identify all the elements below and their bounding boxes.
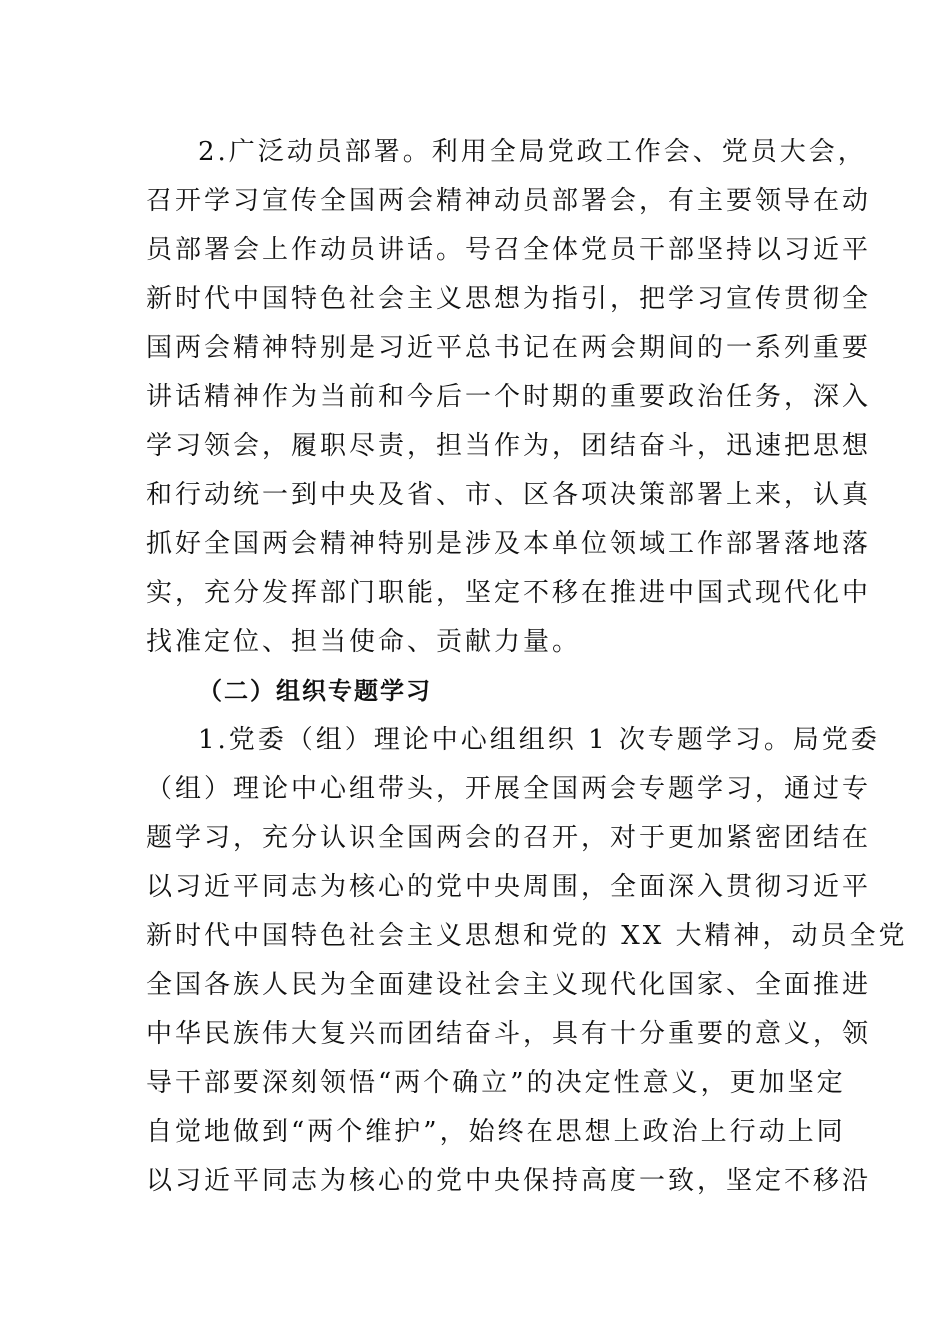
text-line: 讲话精神作为当前和今后一个时期的重要政治任务，深入 (146, 382, 872, 412)
text-line: 导干部要深刻领悟“两个确立”的决定性意义，更加坚定 (146, 1068, 846, 1098)
text-line: 题学习，充分认识全国两会的召开，对于更加紧密团结在 (146, 823, 872, 853)
text-line: 以习近平同志为核心的党中央保持高度一致，坚定不移沿 (146, 1166, 872, 1196)
text-line: 学习领会，履职尽责，担当作为，团结奋斗，迅速把思想 (146, 431, 872, 461)
text-line: 召开学习宣传全国两会精神动员部署会，有主要领导在动 (146, 186, 872, 216)
text-line: 中华民族伟大复兴而团结奋斗，具有十分重要的意义，领 (146, 1019, 872, 1049)
section-heading: （二）组织专题学习 (198, 677, 432, 705)
text-line: 国两会精神特别是习近平总书记在两会期间的一系列重要 (146, 333, 872, 363)
text-line: 实，充分发挥部门职能，坚定不移在推进中国式现代化中 (146, 578, 872, 608)
text-line: 新时代中国特色社会主义思想为指引，把学习宣传贯彻全 (146, 284, 872, 314)
text-line: 2.广泛动员部署。利用全局党政工作会、党员大会， (198, 137, 867, 167)
text-line: 新时代中国特色社会主义思想和党的 XX 大精神，动员全党 (146, 921, 908, 951)
text-line: 1.党委（组）理论中心组组织 1 次专题学习。局党委 (198, 725, 880, 755)
text-line: 员部署会上作动员讲话。号召全体党员干部坚持以习近平 (146, 235, 872, 265)
text-line: 自觉地做到“两个维护”，始终在思想上政治上行动上同 (146, 1117, 846, 1147)
text-line: 抓好全国两会精神特别是涉及本单位领域工作部署落地落 (146, 529, 872, 559)
text-line: 全国各族人民为全面建设社会主义现代化国家、全面推进 (146, 970, 872, 1000)
text-line: 找准定位、担当使命、贡献力量。 (146, 627, 582, 657)
document-page (146, 128, 908, 1206)
paragraph-theory-group-study (146, 716, 908, 1206)
paragraph-mobilize-deploy (146, 128, 872, 667)
text-line: （组）理论中心组带头，开展全国两会专题学习，通过专 (146, 774, 872, 804)
text-line: 以习近平同志为核心的党中央周围，全面深入贯彻习近平 (146, 872, 872, 902)
text-line: 和行动统一到中央及省、市、区各项决策部署上来，认真 (146, 480, 872, 510)
